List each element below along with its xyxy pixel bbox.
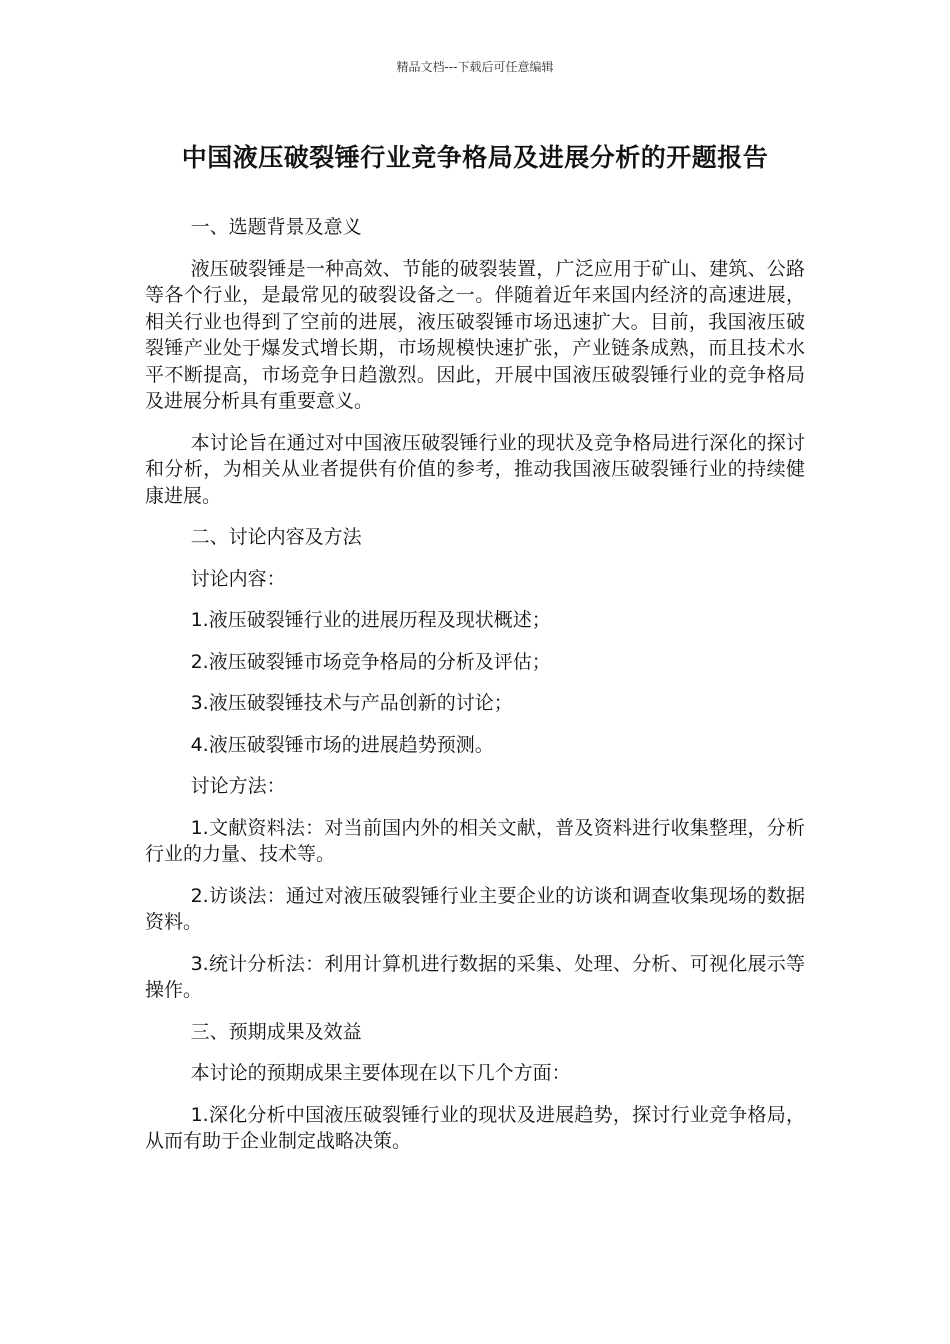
paragraph-results-intro: 本讨论的预期成果主要体现在以下几个方面：: [190, 1062, 571, 1084]
list-item-result-1: 1.深化分析中国液压破裂锤行业的现状及进展趋势，探讨行业竞争格局，从而有助于企业制定战略决策。: [145, 1103, 805, 1152]
list-item-content-3: 3.液压破裂锤技术与产品创新的讨论；: [190, 692, 513, 714]
document-body: [145, 214, 805, 1170]
section-heading-content-methods: 二、讨论内容及方法: [190, 526, 362, 548]
list-item-method-2: 2.访谈法：通过对液压破裂锤行业主要企业的访谈和调查收集现场的数据资料。: [145, 884, 805, 933]
list-item-content-4: 4.液压破裂锤市场的进展趋势预测。: [190, 733, 494, 756]
list-item-content-2: 2.液压破裂锤市场竞争格局的分析及评估；: [190, 650, 551, 673]
paragraph-purpose: 本讨论旨在通过对中国液压破裂锤行业的现状及竞争格局进行深化的探讨和分析，为相关从业者提供有价值的参考，推动我国液压破裂锤行业的持续健康进展。: [145, 431, 805, 507]
paragraph-background: 液压破裂锤是一种高效、节能的破裂装置，广泛应用于矿山、建筑、公路等各个行业，是最常见的破裂设备之一。伴随着近年来国内经济的高速进展，相关行业也得到了空前的进展，液压破裂锤市场迅速扩大。目前，我国液压破裂锤产业处于爆发式增长期，市场规模快速扩张，产业链条成熟，而且技术水平不断提高，市场竞争日趋激烈。因此，开展中国液压破裂锤行业的竞争格局及进展分析具有重要意义。: [145, 257, 805, 412]
document-title: 中国液压破裂锤行业竞争格局及进展分析的开题报告: [181, 143, 769, 172]
section-heading-results: 三、预期成果及效益: [190, 1020, 362, 1043]
list-item-method-3: 3.统计分析法：利用计算机进行数据的采集、处理、分析、可视化展示等操作。: [145, 952, 805, 1001]
subheading-methods: 讨论方法：: [190, 775, 286, 797]
header-note: 精品文档---下载后可任意编辑: [396, 60, 554, 74]
list-item-content-1: 1.液压破裂锤行业的进展历程及现状概述；: [190, 609, 551, 631]
list-item-method-1: 1.文献资料法：对当前国内外的相关文献，普及资料进行收集整理，分析行业的力量、技术等。: [145, 816, 805, 865]
section-heading-background: 一、选题背景及意义: [190, 216, 362, 238]
subheading-content: 讨论内容：: [190, 567, 286, 590]
